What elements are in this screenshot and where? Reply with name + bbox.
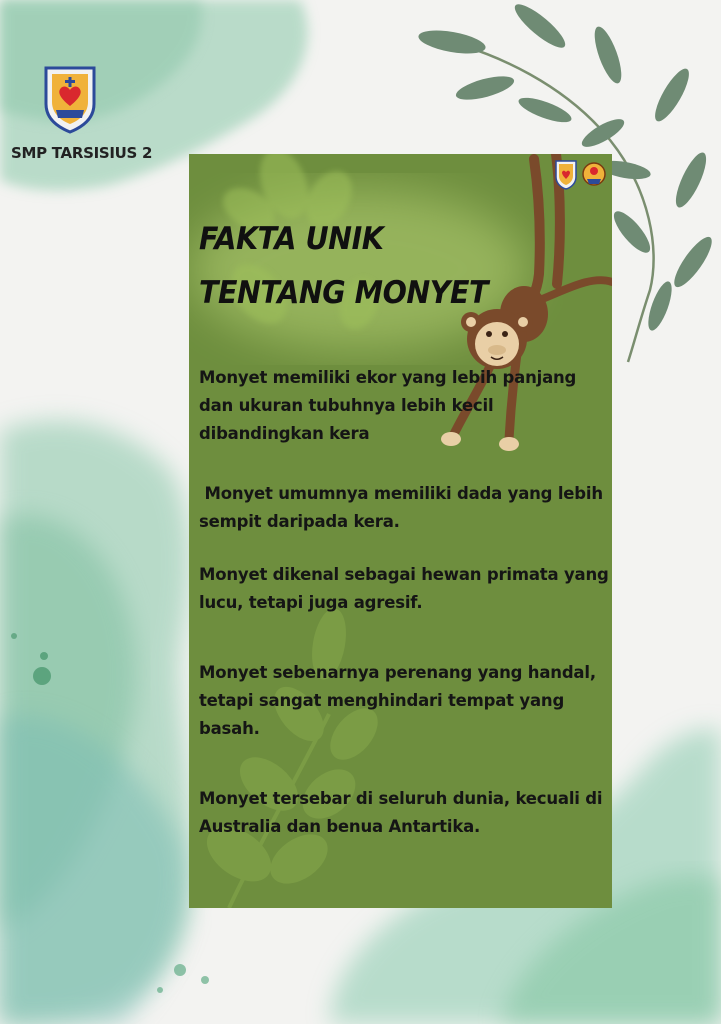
- poster-title-line1: FAKTA UNIK: [199, 221, 384, 257]
- fact-item: Monyet tersebar di seluruh dunia, kecuali di Australia dan benua Antartika.: [199, 789, 603, 836]
- school-crest-icon: [40, 64, 100, 134]
- poster-card: [189, 154, 612, 908]
- school-name: SMP TARSISIUS 2: [11, 144, 153, 162]
- poster-title-line2: TENTANG MONYET: [199, 275, 488, 311]
- fact-item: Monyet memiliki ekor yang lebih panjang dan ukuran tubuhnya lebih kecil dibandingkan kera: [199, 368, 577, 443]
- poster-title: [199, 212, 493, 320]
- fact-item: Monyet dikenal sebagai hewan primata yang lucu, tetapi juga agresif.: [199, 565, 609, 612]
- fact-item: Monyet umumnya memiliki dada yang lebih sempit daripada kera.: [199, 484, 609, 531]
- mini-logos: [554, 159, 606, 191]
- school-crest-small-icon: [556, 161, 576, 189]
- fact-item: Monyet sebenarnya perenang yang handal, tetapi sangat menghindari tempat yang basah.: [199, 663, 596, 738]
- foundation-emblem-icon: [583, 163, 605, 185]
